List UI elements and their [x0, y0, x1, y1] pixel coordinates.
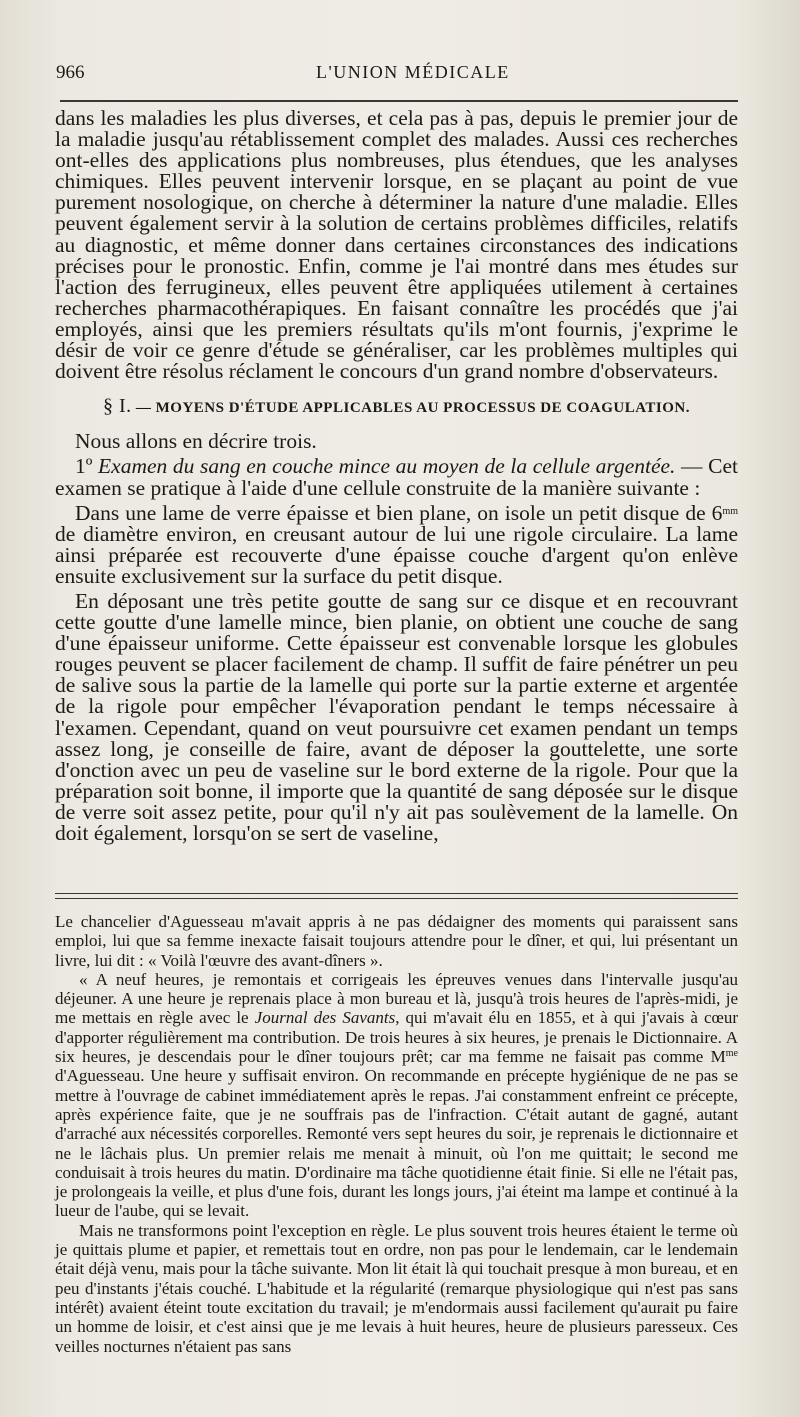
para2-text-b: de diamètre environ, en creusant autour de lui une rigole circulaire. La lame ainsi préparée est recouverte d'une épaisse couche d'argent qu'on enlève ensuite exclusivement sur la surface du petit disque. — [55, 521, 738, 588]
item-rest: — Cet examen se pratique à l'aide d'une cellule construite de la manière suivante : — [55, 454, 739, 500]
cell-description-paragraph — [55, 500, 738, 588]
section-symbol: § I. — [102, 395, 132, 418]
footnote-separator — [55, 893, 738, 899]
lead-paragraph: Nous allons en décrire trois. — [75, 429, 317, 454]
footnote-paragraph-1: Le chancelier d'Aguesseau m'avait appris à ne pas dédaigner des moments qui paraissent sans emploi, lui que sa femme inexacte faisait toujours attendre pour le dîner, et qui, lui présentant un livre, lui dit : « Voilà l'œuvre des avant-dîners ». — [55, 912, 738, 970]
fn2-text-a: « A neuf heures, je remontais et corrigeais les épreuves venues dans l'intervalle jusqu'au déjeuner. A une heure je reprenais place à mon bureau et là, jusqu'à trois heures de l'après-midi, je me mettais en règle avec le — [55, 969, 738, 1028]
feuilleton-text — [55, 912, 738, 1356]
footnote-paragraph-3: Mais ne transformons point l'exception en règle. Le plus souvent trois heures étaient le terme où je quittais plume et papier, et remettais tout en ordre, non pas pour le lendemain, car le lendemain était déjà venu, mais pour la tâche suivante. Mon lit était là qui touchait presque à mon bureau, et en peu d'instants j'étais couché. L'habitude et la régularité (remarque physiologique qui n'est pas sans intérêt) avaient éteint toute excitation du travail; je m'endormais aussi facilement qu'aurait pu faire un homme de loisir, et c'est ainsi que je me levais à huit heures, heure de plusieurs paresseux. Ces veilles nocturnes n'étaient pas sans — [55, 1220, 738, 1356]
procedure-paragraph: En déposant une très petite goutte de sang sur ce disque et en recouvrant cette goutte d'une lamelle mince, bien planie, on obtient une couche de sang d'une épaisseur uniforme. Cette épaisseur est convenable lorsque les globules rouges peuvent se placer facilement de champ. Il suffit de faire pénétrer un peu de salive sous la partie de la lamelle qui porte sur la partie externe et argentée de la rigole pour empêcher l'évaporation pendant le temps nécessaire à l'examen. Cependant, quand on veut poursuivre cet examen pendant un temps assez long, je conseille de faire, avant de déposer la gouttelette, une sorte d'onction avec un peu de vaseline sur le bord externe de la rigole. Pour que la préparation soit bonne, il importe que la quantité de sang déposée sur le disque de verre soit assez petite, pour qu'il n'y ait pas soulèvement de la lamelle. On doit également, lorsqu'on se sert de vaseline, — [55, 588, 738, 845]
intro-paragraph: dans les maladies les plus diverses, et cela pas à pas, depuis le premier jour de la maladie jusqu'au rétablissement complet des malades. Aussi ces recherches ont-elles des applications plus nombreuses, plus étendues, que les analyses chimiques. Elles peuvent intervenir lorsque, en se plaçant au point de vue purement nosologique, on cherche à déterminer la nature d'une maladie. Elles peuvent également servir à la solution de certains problèmes difficiles, relatifs au diagnostic, et même donner dans certaines circonstances des indications précises pour le pronostic. Enfin, comme je l'ai montré dans mes études sur l'action des ferrugineux, elles peuvent être appliquées utilement à certaines recherches pharmacothérapiques. En faisant connaître les procédés que j'ai employés, ainsi que les premiers résultats qu'ils m'ont fournis, j'exprime le désir de voir ce genre d'étude se généraliser, car les problèmes multiples qui doivent être résolus réclament le concours d'un grand nombre d'observateurs. — [55, 106, 738, 384]
madame-abbrev: me — [725, 1048, 738, 1060]
fn2-text-c: d'Aguesseau. Une heure y suffisait environ. On recommande en précepte hygiénique de ne pas se mettre à l'ouvrage de cabinet immédiatement après le repas. J'ai constamment enfreint ce précepte, après expérience faite, que je ne souffrais pas de l'infraction. C'était autant de gagné, autant d'arraché aux nécessités corporelles. Remonté vers sept heures du soir, je reprenais le dictionnaire et ne le lâchais plus. Un premier relais me menait à minuit, où l'on me quittait; le second me conduisait à trois heures du matin. D'ordinaire ma tâche quotidienne était finie. Si elle ne l'était pas, je prolongeais la veille, et plus d'une fois, durant les longs jours, j'ai éteint ma lampe et continué à la lueur de l'aube, qui se levait. — [55, 1066, 738, 1221]
item-paragraph — [55, 456, 738, 498]
page-number: 966 — [56, 62, 85, 83]
page-header — [56, 58, 736, 88]
section-heading — [55, 396, 738, 419]
footnote-paragraph-2 — [55, 970, 738, 1221]
main-text — [55, 108, 738, 844]
item-title: Examen du sang en couche mince au moyen de la cellule argentée. — [98, 454, 676, 479]
running-head: L'UNION MÉDICALE — [316, 62, 510, 82]
section-title: — MOYENS D'ÉTUDE APPLICABLES AU PROCESSUS DE COAGULATION. — [131, 400, 691, 417]
item-number: 1º — [75, 454, 93, 479]
header-rule — [60, 100, 738, 102]
fn2-text-b: , qui m'avait élu en 1855, et à qui j'avais à cœur d'apporter régulièrement ma contribution. De trois heures à six heures, je prenais le Dictionnaire. A six heures, je descendais pour le dîner toujours prêt; car ma femme ne faisait pas comme M — [55, 1008, 738, 1067]
para2-unit: mm — [722, 505, 738, 517]
para2-text-a: Dans une lame de verre épaisse et bien plane, on isole un petit disque de 6 — [75, 500, 723, 525]
journal-title: Journal des Savants — [254, 1008, 396, 1028]
